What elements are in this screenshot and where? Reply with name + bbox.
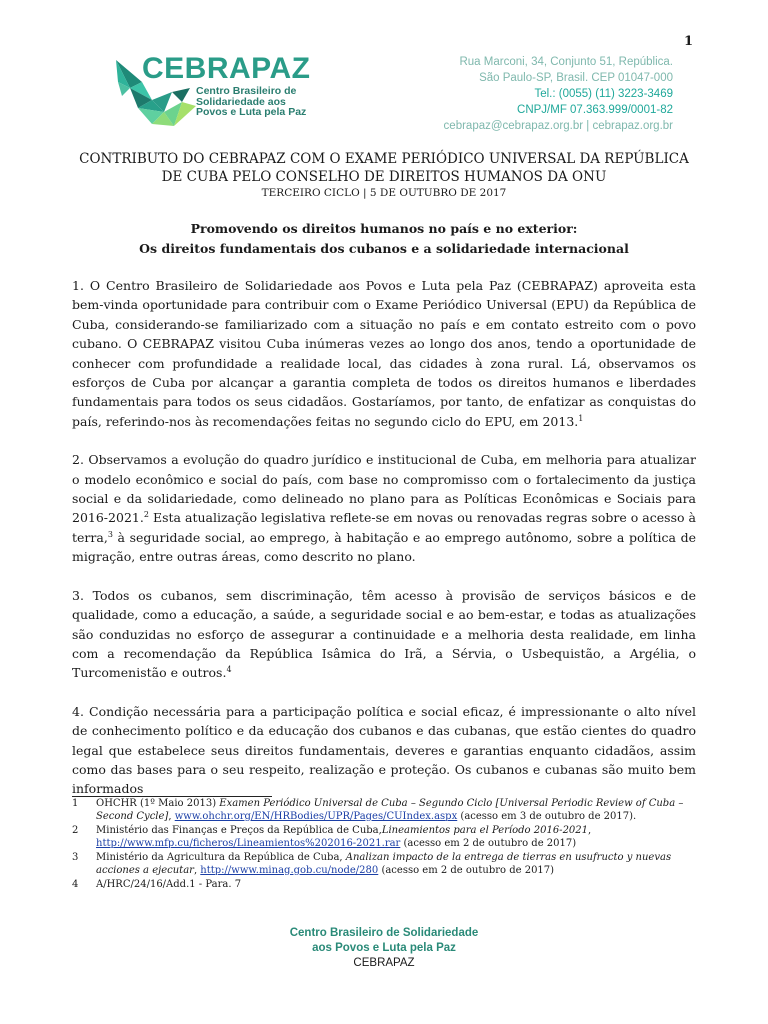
footnote-ref[interactable]: 1 <box>578 413 584 423</box>
footer-line-1: Centro Brasileiro de Solidariedade <box>289 927 479 939</box>
footnote-ref[interactable]: 2 <box>143 510 149 520</box>
logo-subtitle: Centro Brasileiro de Solidariedade aos Povos e Luta pela Paz <box>196 85 307 118</box>
footnote-2: 2 Ministério das Finanças e Preços da República de Cuba,Lineamientos para el Período 2016-2021, http://www.mfp.cu/ficheros/Lineamientos%202016-2021.rar (acesso em 2 de outubro de 2017) <box>72 825 592 849</box>
logo-wordmark: CEBRAPAZ <box>142 52 311 85</box>
footnote-link[interactable]: http://www.minag.gob.cu/node/280 <box>200 865 379 876</box>
section-heading: Promovendo os direitos humanos no país e no exterior: Os direitos fundamentais dos cubanos e a solidariedade internacional <box>139 221 629 256</box>
footer-line-3: CEBRAPAZ <box>353 957 415 969</box>
page-number: 1 <box>683 34 693 49</box>
address-street: Rua Marconi, 34, Conjunto 51, República. <box>459 56 673 68</box>
document-subtitle: TERCEIRO CICLO | 5 DE OUTUBRO DE 2017 <box>261 187 507 199</box>
title-block <box>72 150 696 259</box>
page-footer <box>0 926 768 971</box>
footnote-ref[interactable]: 3 <box>107 529 113 539</box>
paragraph-3: 3. Todos os cubanos, sem discriminação, têm acesso à provisão de serviços básicos e de qualidade, como a educação, a saúde, a seguridade social e ao bem-estar, e todas as atualizações são conduzidas no esforço de assegurar a continuidade e a melhoria desta realidade, em linha com a recomendação da República Isâmica do Irã, a Sérvia, o Usbequistão, a Argélia, o Turcomenistão e outros.$^4$ <box>72 587 696 681</box>
footnote-4: 4 A/HRC/24/16/Add.1 - Para. 7 <box>72 879 242 890</box>
footer-line-2: aos Povos e Luta pela Paz <box>312 942 456 954</box>
footnote-1: 1 OHCHR (1º Maio 2013) Examen Periódico Universal de Cuba – Segundo Ciclo [Universal Periodic Review of Cuba – Second Cycle], www.ohchr.org/EN/HRBodies/UPR/Pages/CUIndex.aspx (acesso em 3 de outubro de 2017). <box>72 798 684 822</box>
footnote-ref[interactable]: 4 <box>226 665 232 675</box>
address-block <box>444 54 673 134</box>
paragraph-1: 1. O Centro Brasileiro de Solidariedade aos Povos e Luta pela Paz (CEBRAPAZ) aproveita esta bem-vinda oportunidade para contribuir com o Exame Periódico Universal (EPU) da República de Cuba, considerando-se familiarizado com a situação no país e em contato estreito com o povo cubano. O CEBRAPAZ visitou Cuba inúmeras vezes ao longo dos anos, tendo a oportunidade de conhecer com profundidade a realidade local, das cidades à zona rural. Lá, observamos os esforços de Cuba por alcançar a garantia completa de todos os direitos humanos e liberdades fundamentais para todos os seus cidadãos. Gostaríamos, por tanto, de enfatizar as conquistas do país, referindo-nos às recomendações feitas no segundo ciclo do EPU, em 2013.$^1$ <box>72 278 696 429</box>
footnote-link[interactable]: http://www.mfp.cu/ficheros/Lineamientos%202016-2021.rar <box>96 838 401 849</box>
footnotes <box>72 797 696 892</box>
address-city: São Paulo-SP, Brasil. CEP 01047-000 <box>479 72 673 84</box>
address-phone: Tel.: (0055) (11) 3223-3469 <box>534 88 673 100</box>
paragraph-2: 2. Observamos a evolução do quadro jurídico e institucional de Cuba, em melhoria para atualizar o modelo econômico e social do país, com base no compromisso com o fortalecimento da justiça social e da solidariedade, como delineado no plano para as Políticas Econômicas e Sociais para 2016-2021.$^2$ Esta atualização legislativa reflete-se em novas ou renovadas regras sobre o acesso à terra,$^3$ à seguridade social, ao emprego, à habitação e ao emprego autônomo, sobre a política de migração, entre outras áreas, como descrito no plano. <box>72 452 696 565</box>
address-email: cebrapaz@cebrapaz.org.br | cebrapaz.org.br <box>443 120 673 132</box>
address-cnpj: CNPJ/MF 07.363.999/0001-82 <box>517 104 673 116</box>
document-title: CONTRIBUTO DO CEBRAPAZ COM O EXAME PERIÓDICO UNIVERSAL DA REPÚBLICA DE CUBA PELO CONSELHO DE DIREITOS HUMANOS DA ONU <box>79 151 689 185</box>
cebrapaz-logo <box>112 52 332 128</box>
document-body <box>72 276 696 818</box>
footnote-link[interactable]: www.ohchr.org/EN/HRBodies/UPR/Pages/CUIndex.aspx <box>174 811 458 822</box>
paragraph-4: 4. Condição necessária para a participação política e social eficaz, é impressionante o alto nível de conhecimento político e da educação dos cubanos e das cubanas, que estão cientes do quadro legal que estabelece seus direitos fundamentais, deveres e garantias enquanto cidadãos, assim como das bases para o seu respeito, realização e proteção. Os cubanos e cubanas são muito bem informados <box>72 703 696 797</box>
footnote-3: 3 Ministério da Agricultura da República de Cuba, Analizan impacto de la entrega de tierras en usufructo y nuevas acciones a ejecutar, http://www.minag.gob.cu/node/280 (acesso em 2 de outubro de 2017) <box>72 852 672 876</box>
